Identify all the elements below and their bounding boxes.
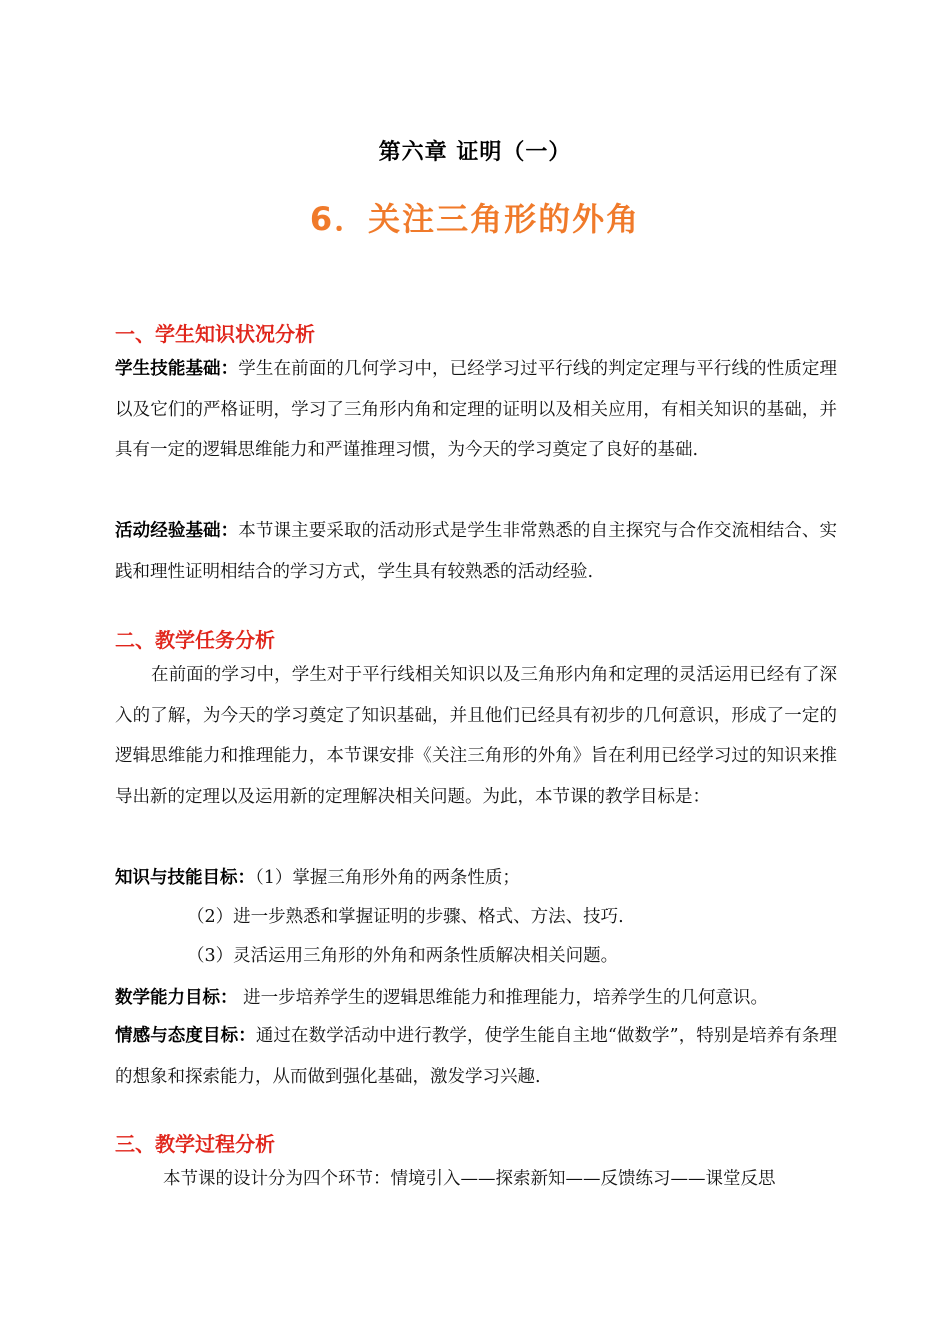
emotion-goal-label: 情感与态度目标： bbox=[115, 1026, 256, 1046]
math-ability-goal-text: 进一步培养学生的逻辑思维能力和推理能力，培养学生的几何意识。 bbox=[237, 988, 769, 1008]
emotion-goal-paragraph bbox=[115, 1016, 837, 1097]
skill-basis-text: 学生在前面的几何学习中，已经学习过平行线的判定定理与平行线的性质定理以及它们的严格证明，学习了三角形内角和定理的证明以及相关应用，有相关知识的基础，并具有一定的逻辑思维能力和严谨推理习惯，为今天的学习奠定了良好的基础. bbox=[115, 359, 838, 460]
knowledge-goal-1: （1）掌握三角形外角的两条性质； bbox=[255, 868, 520, 888]
skill-basis-label: 学生技能基础： bbox=[115, 359, 239, 379]
knowledge-goal-2: （2）进一步熟悉和掌握证明的步骤、格式、方法、技巧. bbox=[187, 907, 624, 927]
section-heading-student-analysis: 一、学生知识状况分析 bbox=[115, 322, 315, 346]
knowledge-goal-label: 知识与技能目标： bbox=[115, 868, 255, 888]
process-intro-text: 本节课的设计分为四个环节：情境引入——探索新知——反馈练习——课堂反思 bbox=[163, 1169, 776, 1189]
activity-basis-text: 本节课主要采取的活动形式是学生非常熟悉的自主探究与合作交流相结合、实践和理性证明相结合的学习方式，学生具有较熟悉的活动经验. bbox=[115, 521, 838, 582]
chapter-title: 第六章 证明（一） bbox=[378, 140, 572, 165]
lesson-title: 6．关注三角形的外角 bbox=[309, 200, 641, 238]
emotion-goal-text: 通过在数学活动中进行教学，使学生能自主地“做数学”，特别是培养有条理的想象和探索能力，从而做到强化基础，激发学习兴趣. bbox=[115, 1026, 838, 1087]
knowledge-goal-line bbox=[115, 866, 520, 890]
section-heading-process-analysis: 三、教学过程分析 bbox=[115, 1132, 275, 1156]
activity-basis-label: 活动经验基础： bbox=[115, 521, 239, 541]
task-intro-paragraph: 在前面的学习中，学生对于平行线相关知识以及三角形内角和定理的灵活运用已经有了深入的了解，为今天的学习奠定了知识基础，并且他们已经具有初步的几何意识，形成了一定的逻辑思维能力和推理能力，本节课安排《关注三角形的外角》旨在利用已经学习过的知识来推导出新的定理以及运用新的定理解决相关问题。为此，本节课的教学目标是： bbox=[115, 665, 837, 807]
section-heading-task-analysis: 二、教学任务分析 bbox=[115, 628, 275, 652]
math-ability-goal-line bbox=[115, 986, 768, 1010]
skill-basis-paragraph bbox=[115, 349, 837, 471]
activity-basis-paragraph bbox=[115, 511, 837, 592]
knowledge-goal-3: （3）灵活运用三角形的外角和两条性质解决相关问题。 bbox=[187, 946, 619, 966]
math-ability-goal-label: 数学能力目标： bbox=[115, 988, 238, 1008]
